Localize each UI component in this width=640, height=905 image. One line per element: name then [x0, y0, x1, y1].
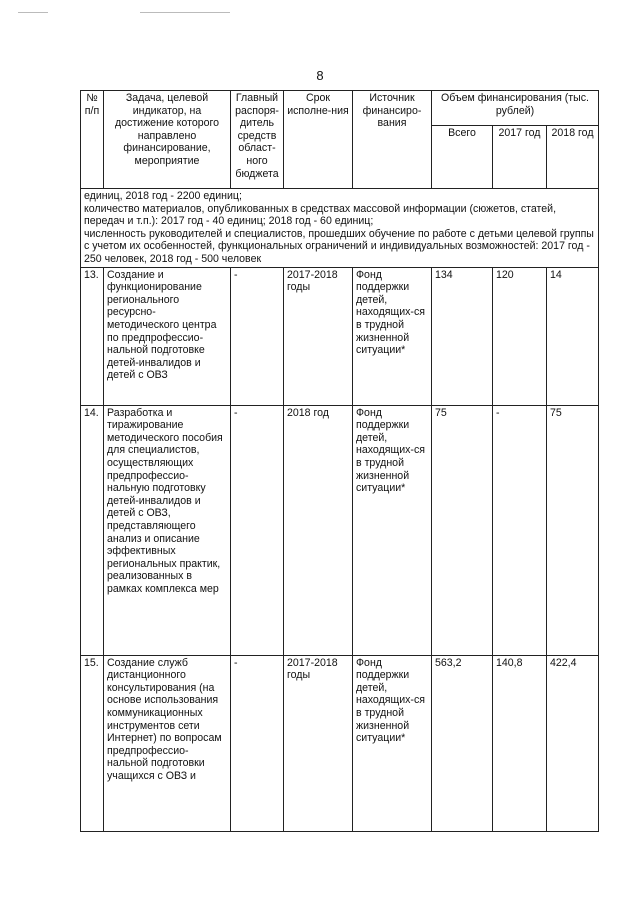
- row-2018: 422,4: [547, 655, 599, 831]
- row-total: 75: [432, 405, 493, 655]
- scan-artifact: [140, 12, 230, 13]
- header-task: Задача, целевой индикатор, на достижение которого направлено финансирование, мероприятие: [104, 91, 231, 189]
- header-source: Источник финансиро-вания: [353, 91, 432, 189]
- row-total: 563,2: [432, 655, 493, 831]
- financing-table: [80, 90, 599, 832]
- row-task: Создание и функционирование регионального ресурсно-методического центра по предпрофессио-нальной подготовке детей-инвалидов и детей с ОВЗ: [104, 267, 231, 405]
- row-term: 2017-2018 годы: [284, 655, 353, 831]
- table-row: [81, 405, 599, 655]
- page-number: 8: [316, 68, 324, 83]
- header-volume: Объем финансирования (тыс. рублей): [432, 91, 599, 126]
- header-2017: 2017 год: [493, 126, 547, 189]
- row-manager: -: [231, 267, 284, 405]
- row-2018: 14: [547, 267, 599, 405]
- row-manager: -: [231, 405, 284, 655]
- continuation-text: единиц, 2018 год - 2200 единиц; количество материалов, опубликованных в средствах массовой информации (сюжетов, статей, передач и т.п.): 2017 год - 40 единиц; 2018 год - 60 единиц; численность руководителей и специалистов, прошедших обучение по работе с детьми целевой группы с учетом их особенностей, функциональных ограничений и индивидуальных возможностей: 2017 год - 250 человек, 2018 год - 500 человек: [81, 189, 599, 268]
- row-task: Создание служб дистанционного консультирования (на основе использования коммуникационных инструментов сети Интернет) по вопросам предпрофессио-нальной подготовки учащихся с ОВЗ и: [104, 655, 231, 831]
- row-manager: -: [231, 655, 284, 831]
- header-manager: Главный распоря-дитель средств област-ного бюджета: [231, 91, 284, 189]
- row-2017: 120: [493, 267, 547, 405]
- table-row: [81, 655, 599, 831]
- continuation-row: [81, 189, 599, 268]
- row-number: 15.: [81, 655, 104, 831]
- scan-artifact: [18, 12, 48, 13]
- row-term: 2017-2018 годы: [284, 267, 353, 405]
- header-row: [81, 91, 599, 126]
- row-number: 14.: [81, 405, 104, 655]
- row-number: 13.: [81, 267, 104, 405]
- header-total: Всего: [432, 126, 493, 189]
- row-2017: 140,8: [493, 655, 547, 831]
- row-term: 2018 год: [284, 405, 353, 655]
- row-total: 134: [432, 267, 493, 405]
- header-num: № п/п: [81, 91, 104, 189]
- header-term: Срок исполне-ния: [284, 91, 353, 189]
- row-source: Фонд поддержки детей, находящих-ся в трудной жизненной ситуации*: [353, 655, 432, 831]
- row-source: Фонд поддержки детей, находящих-ся в трудной жизненной ситуации*: [353, 267, 432, 405]
- row-source: Фонд поддержки детей, находящих-ся в трудной жизненной ситуации*: [353, 405, 432, 655]
- header-2018: 2018 год: [547, 126, 599, 189]
- row-2017: -: [493, 405, 547, 655]
- row-2018: 75: [547, 405, 599, 655]
- row-task: Разработка и тиражирование методического пособия для специалистов, осуществляющих предпрофессио-нальную подготовку детей-инвалидов и детей с ОВЗ, представляющего анализ и описание эффективных региональных практик, реализованных в рамках комплекса мер: [104, 405, 231, 655]
- table-row: [81, 267, 599, 405]
